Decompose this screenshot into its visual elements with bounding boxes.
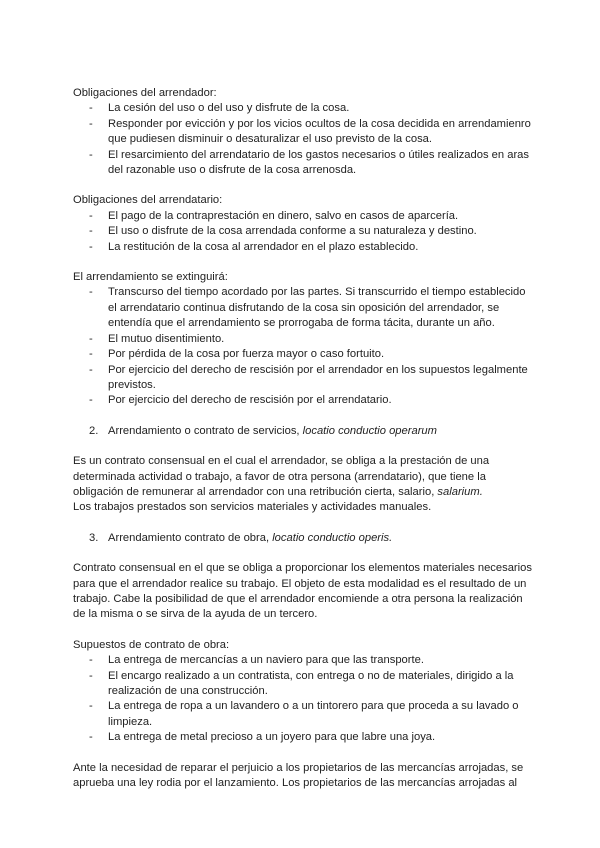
list-item-text: La entrega de metal precioso a un joyero para que labre una joya.: [108, 731, 436, 744]
dash-bullet: -: [89, 117, 93, 130]
list-item: [73, 224, 533, 239]
heading-title: Arrendamiento contrato de obra,: [108, 531, 273, 544]
list-item-text: El uso o disfrute de la cosa arrendada conforme a su naturaleza y destino.: [108, 225, 477, 238]
dash-list: [73, 285, 533, 408]
list-item-text: La cesión del uso o del uso y disfrute de la cosa.: [108, 102, 350, 115]
section-heading: Obligaciones del arrendador:: [73, 87, 217, 99]
list-item: [73, 347, 533, 362]
dash-bullet: -: [89, 669, 93, 682]
list-item-text: El mutuo disentimiento.: [108, 332, 225, 345]
dash-bullet: -: [89, 654, 93, 667]
list-item: [73, 730, 533, 745]
numbered-heading-obra: [73, 531, 533, 546]
section-heading: El arrendamiento se extinguirá:: [73, 271, 228, 284]
dash-list: [73, 209, 533, 255]
list-item: [73, 363, 533, 394]
document-page: [73, 86, 533, 791]
list-item: [73, 101, 533, 116]
dash-bullet: -: [89, 286, 93, 299]
dash-bullet: -: [89, 225, 93, 238]
list-item-text: La restitución de la cosa al arrendador en el plazo establecido.: [108, 240, 419, 253]
dash-bullet: -: [89, 394, 93, 407]
dash-bullet: -: [89, 332, 93, 345]
numbered-heading-servicios: [73, 424, 533, 439]
section-heading: Supuestos de contrato de obra:: [73, 638, 230, 651]
paragraph-servicios-definicion: [73, 454, 533, 500]
list-item-text: Transcurso del tiempo acordado por las partes. Si transcurrido el tiempo establecido el arrendatario continua disfrutando de la cosa sin oposición del arrendador, se entendía que el arrendamiento se prorrogaba de forma tácita, durante un año.: [108, 286, 526, 330]
dash-bullet: -: [89, 348, 93, 361]
dash-bullet: -: [89, 240, 93, 253]
section-heading: Obligaciones del arrendatario:: [73, 194, 223, 207]
paragraph-text: Es un contrato consensual en el cual el arrendador, se obliga a la prestación de una determinada actividad o trabajo, a favor de otra persona (arrendatario), que tiene la obligación de remunerar al arrendador con una retribución cierta, salario,: [73, 455, 490, 498]
list-item: [73, 653, 533, 668]
section-obligaciones-arrendador: [73, 86, 533, 178]
dash-bullet: -: [89, 148, 93, 161]
list-item: [73, 393, 533, 408]
list-item: [73, 699, 533, 730]
list-item-text: Por ejercicio del derecho de rescisión por el arrendador en los supuestos legalmente previstos.: [108, 363, 528, 391]
list-item-text: La entrega de mercancías a un naviero para que las transporte.: [108, 654, 424, 667]
list-item-text: Por pérdida de la cosa por fuerza mayor o caso fortuito.: [108, 348, 385, 361]
dash-list: [73, 101, 533, 178]
heading-number: 2.: [89, 424, 99, 437]
dash-bullet: -: [89, 209, 93, 222]
paragraph-servicios-trabajos: Los trabajos prestados son servicios materiales y actividades manuales.: [73, 501, 432, 514]
list-item: [73, 209, 533, 224]
section-supuestos-obra: [73, 638, 533, 746]
section-obligaciones-arrendatario: [73, 193, 533, 255]
heading-title: Arrendamiento o contrato de servicios,: [108, 424, 303, 437]
dash-list: [73, 653, 533, 745]
list-item-text: El encargo realizado a un contratista, con entrega o no de materiales, dirigido a la realización de una construcción.: [108, 669, 514, 697]
paragraph-obra-definicion: Contrato consensual en el que se obliga a proporcionar los elementos materiales necesarios para que el arrendador realice su trabajo. El objeto de esta modalidad es el resultado de un trabajo. Cabe la posibilidad de que el arrendador encomiende a otra persona la realización de la misma o se sirva de la ayuda de un tercero.: [73, 562, 532, 621]
heading-latin-term: locatio conductio operis.: [272, 531, 393, 544]
list-item: [73, 332, 533, 347]
list-item: [73, 117, 533, 148]
list-item-text: La entrega de ropa a un lavandero o a un tintorero para que proceda a su lavado o limpieza.: [108, 700, 519, 728]
list-item: [73, 285, 533, 331]
list-item-text: Por ejercicio del derecho de rescisión por el arrendatario.: [108, 394, 392, 407]
latin-term: salarium.: [437, 485, 483, 498]
section-extincion: [73, 270, 533, 409]
dash-bullet: -: [89, 363, 93, 376]
dash-bullet: -: [89, 731, 93, 744]
list-item: [73, 240, 533, 255]
list-item: [73, 669, 533, 700]
list-item: [73, 148, 533, 179]
list-item-text: El resarcimiento del arrendatario de los gastos necesarios o útiles realizados en aras del razonable uso o disfrute de la cosa arrenosda.: [108, 148, 529, 177]
heading-latin-term: locatio conductio operarum: [302, 424, 437, 437]
dash-bullet: -: [89, 102, 93, 115]
dash-bullet: -: [89, 700, 93, 713]
list-item-text: El pago de la contraprestación en dinero, salvo en casos de aparcería.: [108, 209, 459, 222]
list-item-text: Responder por evicción y por los vicios ocultos de la cosa decidida en arrendamienro que pudiesen disminuir o desaturalizar el uso previsto de la cosa.: [108, 117, 531, 146]
paragraph-ley-rodia: Ante la necesidad de reparar el perjuicio a los propietarios de las mercancías arrojadas, se aprueba una ley rodia por el lanzamiento. Los propietarios de las mercancías arrojadas al: [73, 761, 524, 790]
heading-number: 3.: [89, 531, 99, 544]
